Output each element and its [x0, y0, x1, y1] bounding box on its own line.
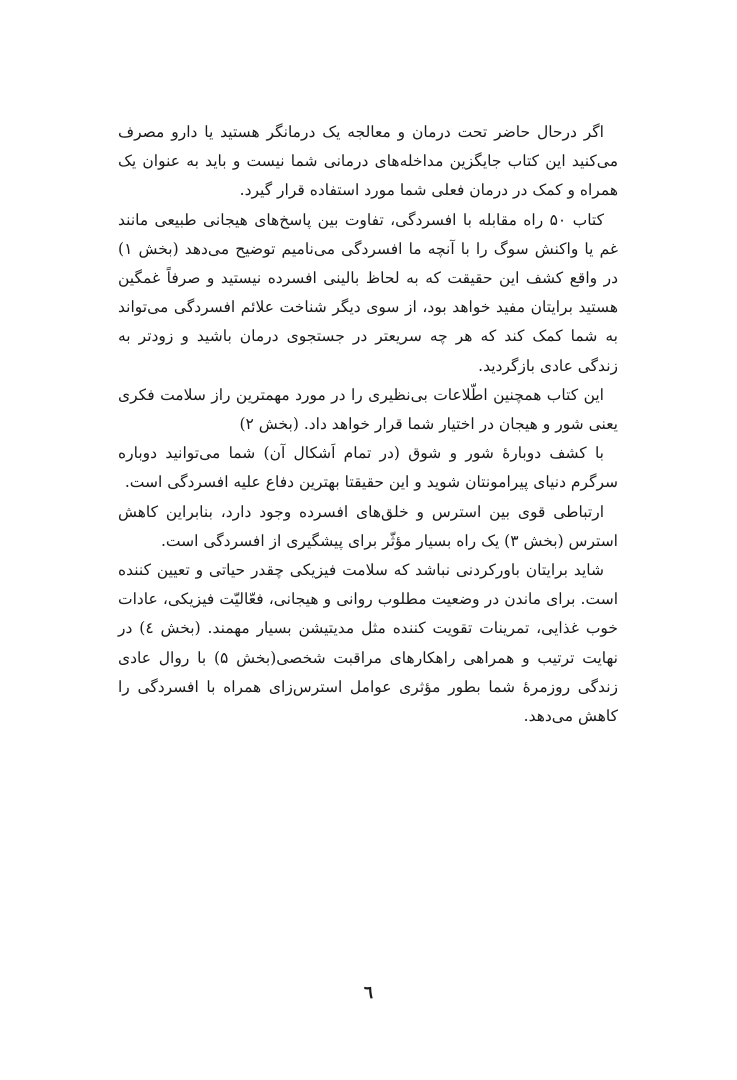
paragraph-stress: ارتباطی قوی بین استرس و خلق‌های افسرده وجود دارد، بنابراین کاهش استرس (بخش ۳) یک راه بسیار مؤثّر برای پیشگیری از افسردگی است.: [118, 502, 618, 550]
paragraph-rediscover-passion: با کشف دوبارهٔ شور و شوق (در تمام اَشکال آن) شما می‌توانید دوباره سرگرم دنیای پیرامونتان شوید و این حقیقتا بهترین دفاع علیه افسردگی است.: [118, 444, 618, 492]
body-text: [118, 118, 618, 731]
paragraph-passion: این کتاب همچنین اطّلاعات بی‌نظیری را در مورد مهمترین راز سلامت فکری یعنی شور و هیجان در اختیار شما قرار خواهد داد. (بخش ۲): [118, 385, 618, 434]
paragraph-sadness-vs-depression: کتاب ۵۰ راه مقابله با افسردگی، تفاوت بین پاسخ‌های هیجانی طبیعی مانند غم یا واکنش سوگ را با آنچه ما افسردگی می‌نامیم توضیح می‌دهد (بخش ۱) در واقع کشف این حقیقت که به لحاظ بالینی افسرده نیستید و صرفاً غمگین هستید برایتان مفید خواهد بود، از سوی دیگر شناخت علائم افسردگی می‌تواند به شما کمک کند که هر چه سریعتر در جستجوی درمان باشید و زودتر به زندگی عادی بازگردید.: [118, 210, 618, 375]
paragraph-disclaimer: اگر درحال حاضر تحت درمان و معالجه یک درمانگر هستید یا دارو مصرف می‌کنید این کتاب جایگزین مداخله‌های درمانی شما نیست و باید به عنوان یک همراه و کمک در درمان فعلی شما مورد استفاده قرار گیرد.: [118, 123, 618, 200]
paragraph-physical-health: شاید برایتان باورکردنی نباشد که سلامت فیزیکی چقدر حیاتی و تعیین کننده است. برای ماندن در وضعیت مطلوب روانی و هیجانی، فعّالیّت فیزیکی، عادات خوب غذایی، تمرینات تقویت کننده مثل مدیتیشن بسیار مهمند. (بخش ٤) در نهایت ترتیب و همراهی راهکارهای مراقبت شخصی(بخش ۵) با روال عادی زندگی روزمرهٔ شما بطور مؤثری عوامل استرس‌زای همراه با افسردگی را کاهش می‌دهد.: [118, 561, 618, 726]
page-number: ٦: [363, 983, 374, 1003]
